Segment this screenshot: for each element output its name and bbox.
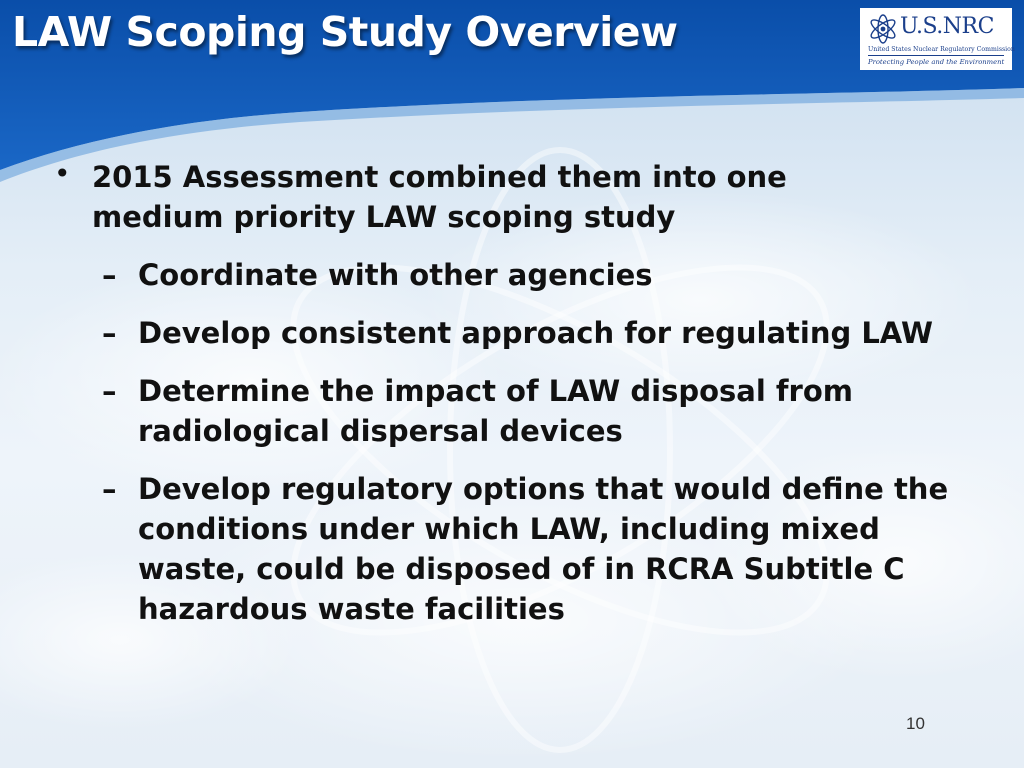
logo-name: U.S.NRC [900,14,994,39]
sub-bullet-list [102,255,982,647]
sub-bullet [102,371,982,451]
logo-tagline: Protecting People and the Environment [868,58,1005,66]
dash-marker: – [102,374,117,408]
dash-marker: – [102,472,117,506]
sub-bullet-text: Coordinate with other agencies [138,258,653,292]
sub-bullet-text: Develop consistent approach for regulating LAW [138,316,933,350]
logo-subtitle: United States Nuclear Regulatory Commission [868,46,1015,53]
slide-title: LAW Scoping Study Overview [12,8,678,56]
main-bullet-text: 2015 Assessment combined them into one medium priority LAW scoping study [92,160,787,234]
bullet-marker: • [54,157,71,190]
dash-marker: – [102,258,117,292]
page-number: 10 [906,714,925,733]
sub-bullet [102,313,982,353]
dash-marker: – [102,316,117,350]
sub-bullet-text: Determine the impact of LAW disposal from radiological dispersal devices [138,374,853,448]
sub-bullet [102,255,982,295]
sub-bullet [102,469,982,629]
sub-bullet-text: Develop regulatory options that would define the conditions under which LAW, including mixed waste, could be disposed of in RCRA Subtitle C hazardous waste facilities [138,472,949,626]
